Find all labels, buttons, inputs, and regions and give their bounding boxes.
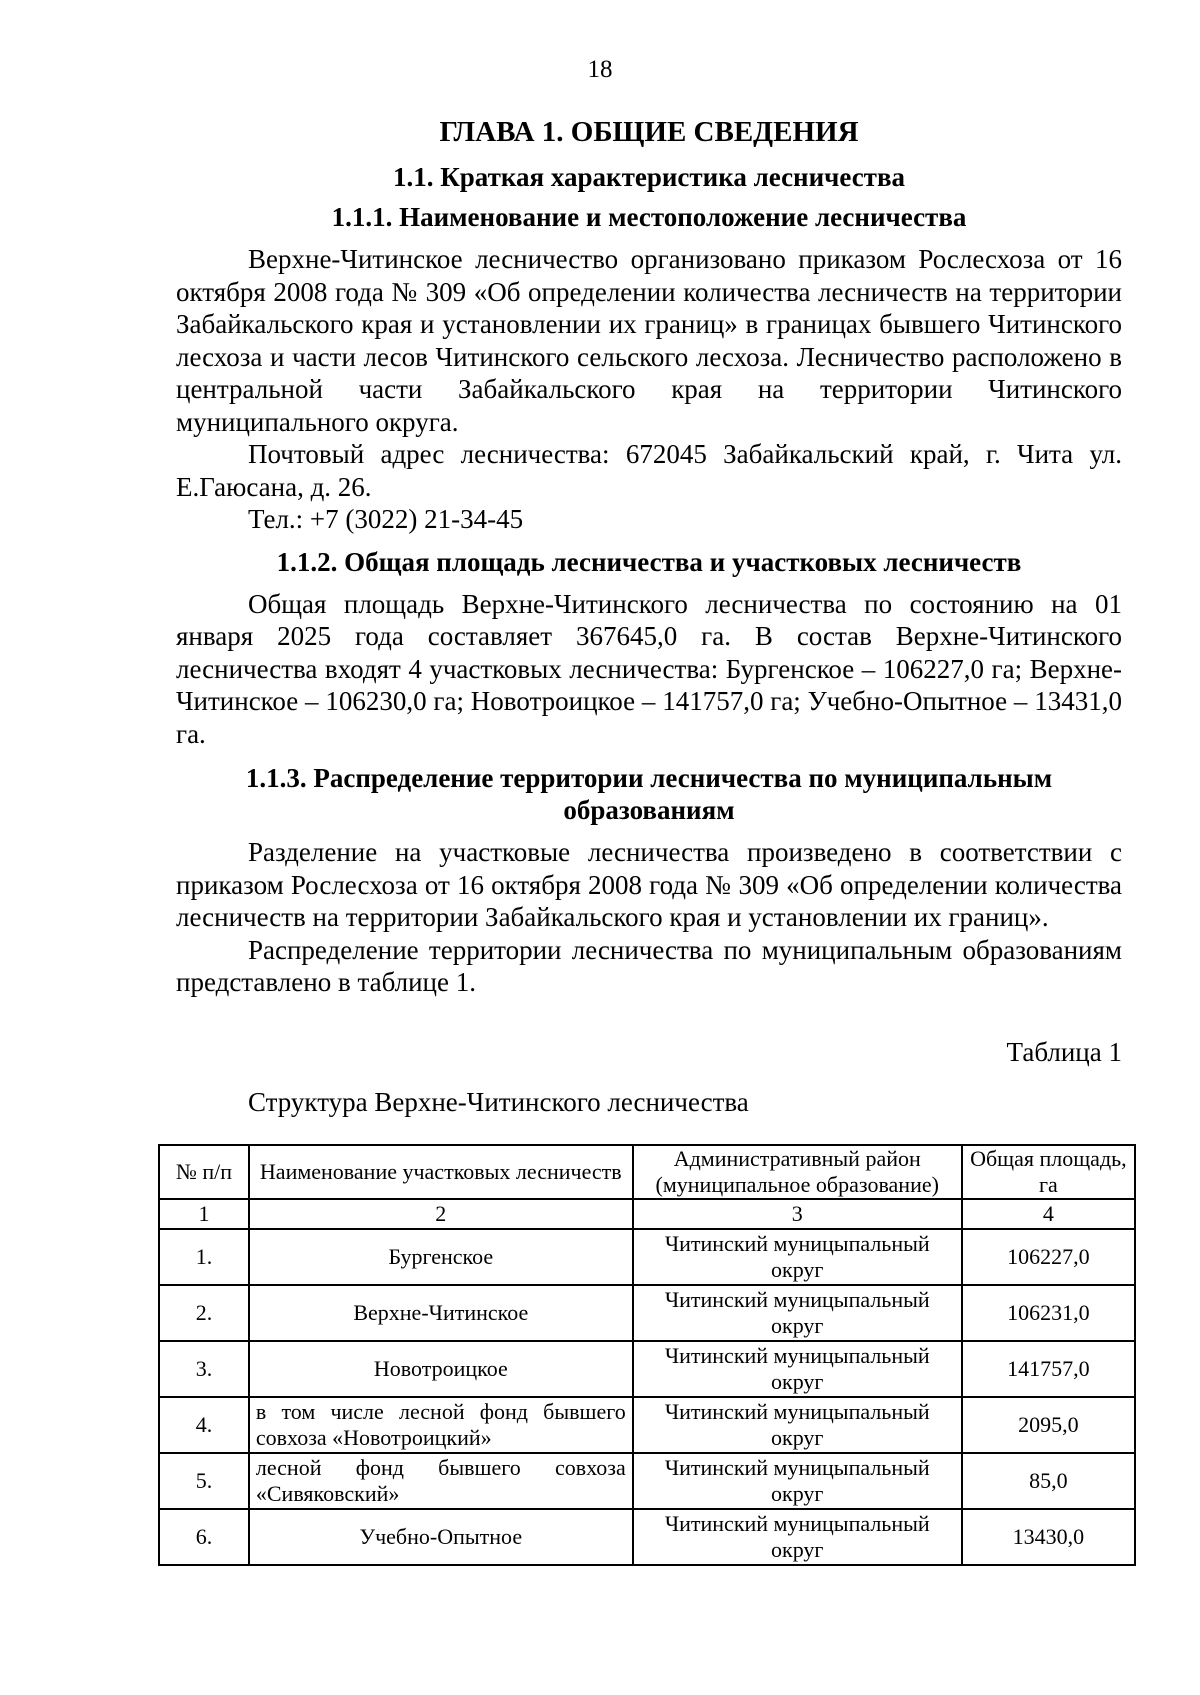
table-column-numbers-row [159,1199,1135,1229]
table-number-label: Таблица 1 [1006,1036,1122,1067]
cell-number: 5. [159,1453,249,1509]
section-1-1-title: 1.1. Краткая характеристика лесничества [392,162,906,192]
structure-table [158,1144,1136,1566]
cell-area: 141757,0 [962,1341,1135,1397]
cell-name: Новотроицкое [249,1341,633,1397]
table-row [159,1453,1135,1509]
table-header-row [159,1145,1135,1199]
paragraph-1-1-3-a: Разделение на участковые лесничества произведено в соответствии с приказом Рослесхоза от 16 октября 2008 года № 309 «Об определении количества лесничеств на территории Забайкальского края и установлении их границ». [176,837,1122,932]
cell-district: Читинский муницыпальный округ [633,1397,962,1453]
header-number: № п/п [159,1145,249,1199]
page-content [176,106,1122,1119]
cell-name: Верхне-Читинское [249,1285,633,1341]
cell-district: Читинский муницыпальный округ [633,1341,962,1397]
paragraph-1-1-1-b: Почтовый адрес лесничества: 672045 Забайкальский край, г. Чита ул. Е.Гаюсана, д. 26. [176,439,1122,502]
cell-area: 106227,0 [962,1229,1135,1285]
paragraph-1-1-1-c: Тел.: +7 (3022) 21-34-45 [248,504,524,534]
cell-number: 3. [159,1341,249,1397]
header-name: Наименование участковых лесничеств [249,1145,633,1199]
header-district: Административный район (муниципальное образование) [633,1145,962,1199]
paragraph-1-1-2-a: Общая площадь Верхне-Читинского лесничества по состоянию на 01 января 2025 года составляет 367645,0 га. В состав Верхне-Читинского лесничества входят 4 участковых лесничества: Бургенское – 106227,0 га; Верхне-Читинское – 106230,0 га; Новотроицкое – 141757,0 га; Учебно-Опытное – 13431,0 га. [176,588,1122,749]
column-number: 3 [633,1199,962,1229]
cell-number: 6. [159,1509,249,1565]
table-row [159,1285,1135,1341]
cell-number: 2. [159,1285,249,1341]
section-1-1-3-title-line2: образованиям [563,795,735,825]
cell-number: 4. [159,1397,249,1453]
cell-number: 1. [159,1229,249,1285]
chapter-title: ГЛАВА 1. ОБЩИЕ СВЕДЕНИЯ [439,116,859,148]
cell-name: Учебно-Опытное [249,1509,633,1565]
cell-area: 85,0 [962,1453,1135,1509]
cell-name: Бургенское [249,1229,633,1285]
column-number: 2 [249,1199,633,1229]
table-caption: Структура Верхне-Читинского лесничества [248,1086,749,1117]
section-1-1-1-title: 1.1.1. Наименование и местоположение лесничества [331,202,967,232]
cell-area: 2095,0 [962,1397,1135,1453]
table-row [159,1229,1135,1285]
cell-name: в том числе лесной фонд бывшего совхоза «Новотроицкий» [249,1397,633,1453]
table-row [159,1397,1135,1453]
header-area: Общая площадь, га [962,1145,1135,1199]
cell-district: Читинский муницыпальный округ [633,1509,962,1565]
paragraph-1-1-1-a: Верхне-Читинское лесничество организовано приказом Рослесхоза от 16 октября 2008 года № 309 «Об определении количества лесничеств на территории Забайкальского края и установлении их границ» в границах бывшего Читинского лесхоза и части лесов Читинского сельского лесхоза. Лесничество расположено в центральной части Забайкальского края на территории Читинского муниципального округа. [176,244,1122,437]
table-row [159,1509,1135,1565]
paragraph-1-1-3-b: Распределение территории лесничества по муниципальным образованиям представлено в таблице 1. [176,934,1122,997]
section-1-1-3-title-line1: 1.1.3. Распределение территории лесничества по муниципальным [245,763,1053,793]
cell-area: 106231,0 [962,1285,1135,1341]
column-number: 4 [962,1199,1135,1229]
cell-district: Читинский муницыпальный округ [633,1453,962,1509]
cell-name: лесной фонд бывшего совхоза «Сивяковский» [249,1453,633,1509]
page-number: 18 [587,56,613,83]
cell-district: Читинский муницыпальный округ [633,1229,962,1285]
section-1-1-2-title: 1.1.2. Общая площадь лесничества и участковых лесничеств [276,546,1022,577]
cell-area: 13430,0 [962,1509,1135,1565]
cell-district: Читинский муницыпальный округ [633,1285,962,1341]
column-number: 1 [159,1199,249,1229]
table-row [159,1341,1135,1397]
